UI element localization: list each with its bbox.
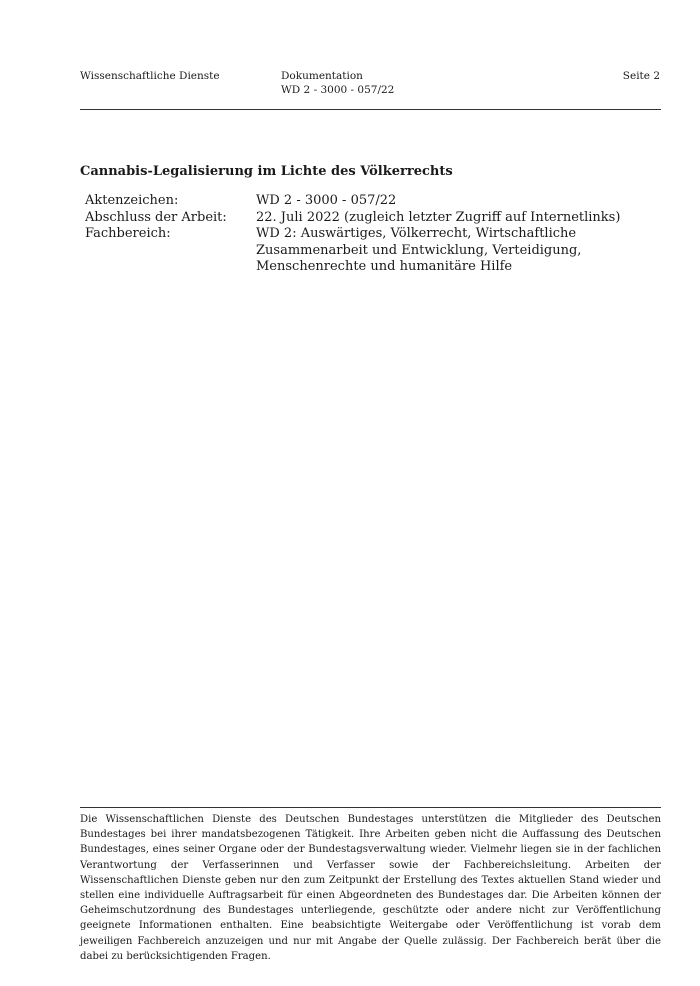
header-doc-type: Dokumentation xyxy=(281,70,363,82)
metadata-row xyxy=(85,210,665,227)
header-document-info xyxy=(281,69,394,97)
metadata-value: WD 2 - 3000 - 057/22 xyxy=(256,193,397,208)
header-page-number: Seite 2 xyxy=(622,70,660,82)
header-divider xyxy=(80,109,661,110)
document-metadata xyxy=(85,193,665,276)
metadata-value: WD 2: Auswärtiges, Völkerrecht, Wirtschaftliche Zusammenarbeit und Entwicklung, Verteidigung, Menschenrechte und humanitäre Hilfe xyxy=(256,226,582,274)
document-title: Cannabis-Legalisierung im Lichte des Völkerrechts xyxy=(80,164,453,179)
header-doc-number: WD 2 - 3000 - 057/22 xyxy=(281,84,395,96)
footer-disclaimer: Die Wissenschaftlichen Dienste des Deutschen Bundestages unterstützen die Mitglieder des Deutschen Bundestages bei ihrer mandatsbezogenen Tätigkeit. Ihre Arbeiten geben nicht die Auffassung des Deutschen Bundestages, eines seiner Organe oder der Bundestagsverwaltung wieder. Vielmehr liegen sie in der fachlichen Verantwortung der Verfasserinnen und Verfasser sowie der Fachbereichsleitung. Arbeiten der Wissenschaftlichen Dienste geben nur den zum Zeitpunkt der Erstellung des Textes aktuellen Stand wieder und stellen eine individuelle Auftragsarbeit für einen Abgeordneten des Bundestages dar. Die Arbeiten können der Geheimschutzordnung des Bundestages unterliegende, geschützte oder andere nicht zur Veröffentlichung geeignete Informationen enthalten. Eine beabsichtigte Weitergabe oder Veröffentlichung ist vorab dem jeweiligen Fachbereich anzuzeigen und nur mit Angabe der Quelle zulässig. Der Fachbereich berät über die dabei zu berücksichtigenden Fragen. xyxy=(80,814,661,962)
footer-divider xyxy=(80,807,661,808)
page-header xyxy=(80,69,660,109)
header-organization: Wissenschaftliche Dienste xyxy=(80,70,220,82)
metadata-row xyxy=(85,226,665,276)
metadata-label: Abschluss der Arbeit: xyxy=(85,209,227,225)
metadata-label: Aktenzeichen: xyxy=(85,193,179,208)
metadata-row xyxy=(85,193,665,210)
metadata-label: Fachbereich: xyxy=(85,226,171,241)
metadata-value: 22. Juli 2022 (zugleich letzter Zugriff auf Internetlinks) xyxy=(256,209,621,225)
